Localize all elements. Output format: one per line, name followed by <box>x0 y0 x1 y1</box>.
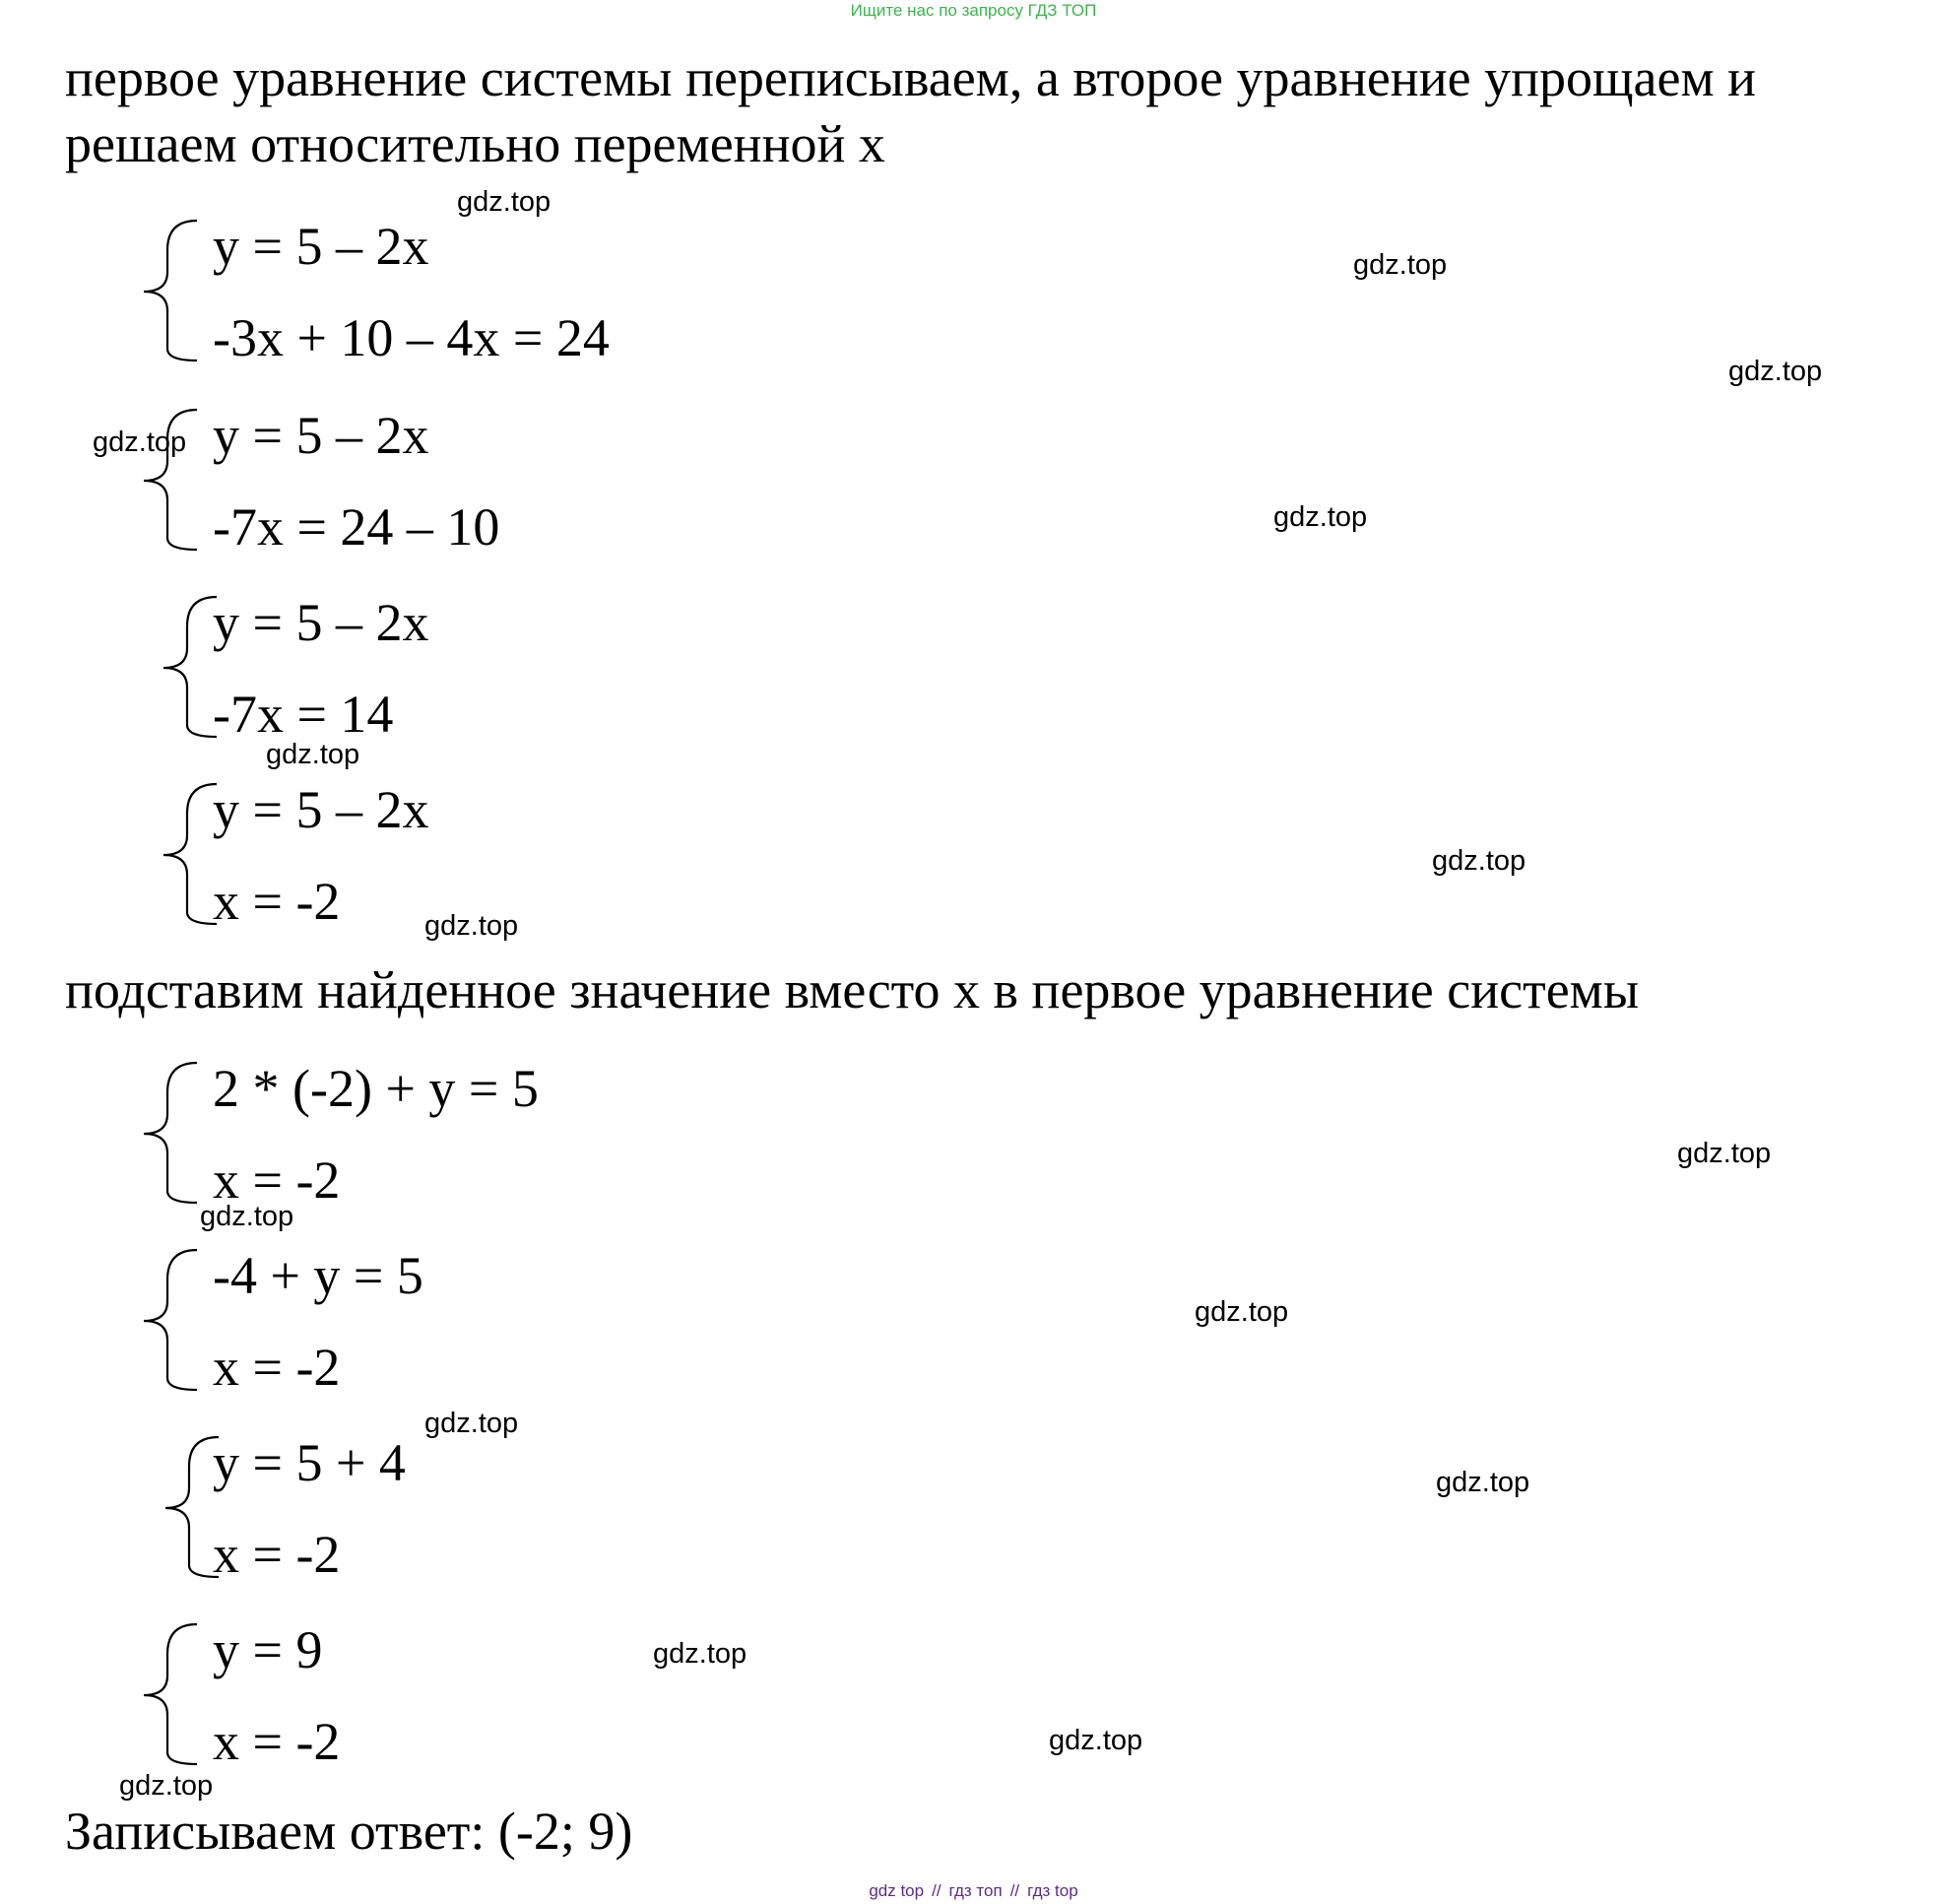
watermark: gdz.top <box>424 1408 519 1439</box>
footer-note-separator: // <box>932 1881 941 1900</box>
watermark: gdz.top <box>93 427 187 458</box>
watermark: gdz.top <box>1049 1725 1143 1756</box>
equation-top: y = 5 – 2x <box>213 780 429 839</box>
curly-brace-icon <box>20 780 236 928</box>
equation-system <box>20 780 709 931</box>
curly-brace-icon <box>0 1059 217 1207</box>
equation-bottom: x = -2 <box>213 1525 341 1584</box>
watermark: gdz.top <box>1353 249 1448 281</box>
equation-top: y = 5 – 2x <box>213 593 429 652</box>
footer-note-part: гдз топ <box>948 1881 1003 1900</box>
equation-top: y = 5 – 2x <box>213 217 429 276</box>
equation-bottom: x = -2 <box>213 872 341 931</box>
footer-note <box>0 1881 1947 1901</box>
equation-system <box>0 1620 689 1771</box>
curly-brace-icon <box>22 1433 238 1581</box>
watermark: gdz.top <box>653 1638 747 1670</box>
watermark: gdz.top <box>1677 1138 1772 1169</box>
watermark: gdz.top <box>119 1770 214 1802</box>
equation-bottom: -7x = 14 <box>213 685 394 744</box>
intro-text-line-1: первое уравнение системы переписываем, а второе уравнение упрощаем и <box>65 48 1757 107</box>
curly-brace-icon <box>20 593 236 741</box>
footer-note-part: гдз top <box>1027 1881 1078 1900</box>
equation-top: y = 9 <box>213 1620 323 1679</box>
watermark: gdz.top <box>457 186 552 218</box>
watermark: gdz.top <box>1195 1296 1289 1328</box>
watermark: gdz.top <box>1273 501 1368 533</box>
substitute-text: подставим найденное значение вместо x в первое уравнение системы <box>65 960 1640 1019</box>
watermark: gdz.top <box>200 1201 294 1232</box>
answer-text: Записываем ответ: (-2; 9) <box>65 1802 633 1861</box>
watermark: gdz.top <box>424 910 519 942</box>
intro-text-line-2: решаем относительно переменной x <box>65 114 885 173</box>
curly-brace-icon <box>0 1620 217 1768</box>
equation-bottom: x = -2 <box>213 1338 341 1397</box>
watermark: gdz.top <box>1436 1467 1530 1498</box>
watermark: gdz.top <box>266 739 360 770</box>
equation-top: y = 5 – 2x <box>213 406 429 465</box>
equation-bottom: x = -2 <box>213 1712 341 1771</box>
equation-bottom: -7x = 24 – 10 <box>213 497 500 557</box>
equation-system <box>20 593 709 744</box>
curly-brace-icon <box>0 217 217 364</box>
equation-system <box>0 217 689 367</box>
footer-note-part: gdz top <box>869 1881 925 1900</box>
header-note: Ищите нас по запросу ГДЗ ТОП <box>850 1 1097 20</box>
equation-top: y = 5 + 4 <box>213 1433 406 1492</box>
equation-system <box>0 1059 689 1210</box>
equation-bottom: -3x + 10 – 4x = 24 <box>213 308 610 367</box>
watermark: gdz.top <box>1728 356 1823 387</box>
footer-note-separator: // <box>1009 1881 1020 1900</box>
equation-top: 2 * (-2) + y = 5 <box>213 1059 539 1118</box>
equation-system <box>0 1246 689 1397</box>
watermark: gdz.top <box>1432 845 1526 877</box>
equation-top: -4 + y = 5 <box>213 1246 423 1305</box>
equation-bottom: x = -2 <box>213 1150 341 1210</box>
curly-brace-icon <box>0 1246 217 1394</box>
equation-system <box>22 1433 711 1584</box>
